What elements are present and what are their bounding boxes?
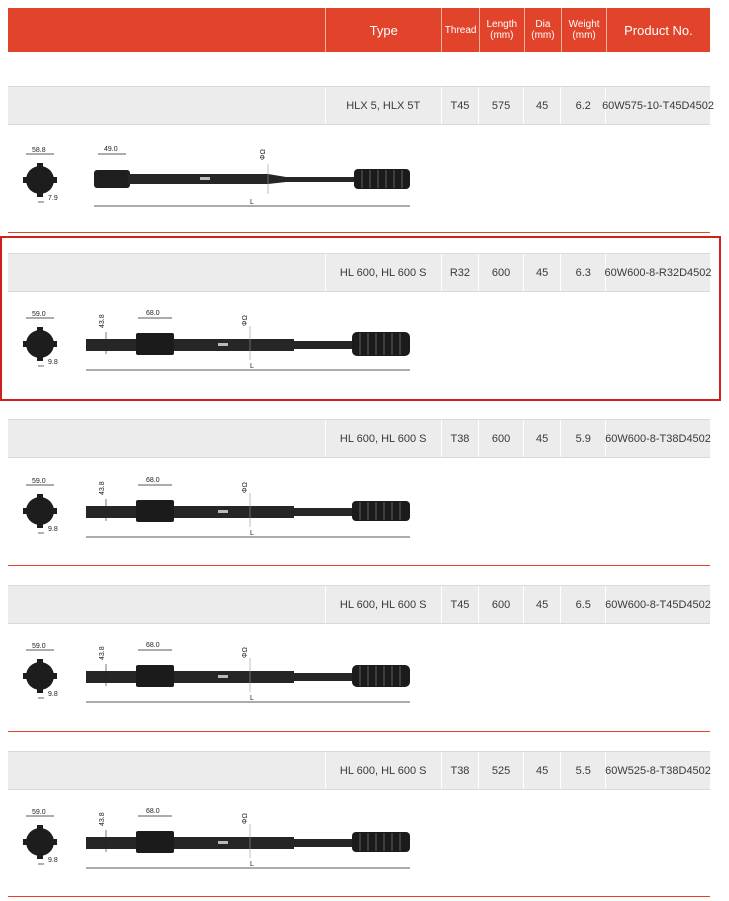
product-no-cell: 60W600-8-T45D4502	[605, 586, 710, 623]
weight-cell: 6.5	[560, 586, 605, 623]
product-row[interactable]	[8, 585, 710, 624]
spline-end-view	[23, 478, 58, 533]
dim-collar: 68.0	[146, 477, 160, 484]
type-cell: HL 600, HL 600 S	[325, 752, 441, 789]
weight-cell: 6.2	[560, 87, 605, 124]
product-row[interactable]	[8, 419, 710, 458]
dim-spline: 9.8	[48, 526, 58, 533]
weight-cell: 6.3	[560, 254, 605, 291]
product-row[interactable]	[8, 751, 710, 790]
shank-side-view	[86, 808, 410, 868]
product-no-cell: 60W525-8-T38D4502	[605, 752, 710, 789]
section-divider	[8, 232, 710, 233]
dim-spline: 9.8	[48, 857, 58, 864]
dia-cell: 45	[523, 420, 561, 457]
shank-side-view	[86, 310, 410, 370]
dim-collar: 49.0	[104, 146, 118, 153]
dim-height: 43.8	[99, 646, 106, 660]
shank-side-view	[94, 146, 410, 206]
dim-spline: 7.9	[48, 195, 58, 202]
dim-width: 59.0	[32, 478, 46, 485]
spec-table-header	[8, 8, 710, 52]
type-cell: HLX 5, HLX 5T	[325, 87, 441, 124]
thread-cell: R32	[441, 254, 479, 291]
shank-adapter-drawing	[18, 794, 418, 894]
dim-height: 43.8	[99, 314, 106, 328]
type-cell: HL 600, HL 600 S	[325, 254, 441, 291]
weight-cell: 5.9	[560, 420, 605, 457]
product-row[interactable]	[8, 253, 710, 292]
shank-adapter-drawing	[18, 463, 418, 563]
dim-spline: 9.8	[48, 359, 58, 366]
dim-length: L	[250, 363, 254, 370]
shank-side-view	[86, 477, 410, 537]
dia-cell: 45	[523, 752, 561, 789]
thread-cell: T38	[441, 752, 479, 789]
dim-phi: ΦΩ	[260, 149, 267, 160]
section-divider	[8, 565, 710, 566]
dia-cell: 45	[523, 586, 561, 623]
header-weight: Weight (mm)	[561, 8, 606, 52]
dim-phi: ΦΩ	[242, 315, 249, 326]
dim-collar: 68.0	[146, 808, 160, 815]
type-cell: HL 600, HL 600 S	[325, 586, 441, 623]
dim-phi: ΦΩ	[242, 813, 249, 824]
spline-end-view	[23, 643, 58, 698]
dim-length: L	[250, 861, 254, 868]
dia-cell: 45	[523, 254, 561, 291]
product-no-cell: 60W600-8-R32D4502	[605, 254, 710, 291]
dim-length: L	[250, 695, 254, 702]
dia-cell: 45	[523, 87, 561, 124]
dim-phi: ΦΩ	[242, 482, 249, 493]
thread-cell: T38	[441, 420, 479, 457]
dim-phi: ΦΩ	[242, 647, 249, 658]
header-product-no: Product No.	[606, 8, 710, 52]
dim-collar: 68.0	[146, 642, 160, 649]
dim-width: 58.8	[32, 147, 46, 154]
dim-collar: 68.0	[146, 310, 160, 317]
product-no-cell: 60W575-10-T45D4502	[605, 87, 710, 124]
weight-cell: 5.5	[560, 752, 605, 789]
spline-end-view	[23, 809, 58, 864]
section-divider	[8, 731, 710, 732]
section-divider	[8, 896, 710, 897]
shank-adapter-drawing	[18, 628, 418, 728]
dim-width: 59.0	[32, 643, 46, 650]
dim-spline: 9.8	[48, 691, 58, 698]
dim-length: L	[250, 530, 254, 537]
length-cell: 575	[478, 87, 523, 124]
length-cell: 600	[478, 420, 523, 457]
type-cell: HL 600, HL 600 S	[325, 420, 441, 457]
length-cell: 525	[478, 752, 523, 789]
product-row[interactable]	[8, 86, 714, 125]
dim-width: 59.0	[32, 809, 46, 816]
dim-height: 43.8	[99, 812, 106, 826]
length-cell: 600	[478, 586, 523, 623]
dim-length: L	[250, 199, 254, 206]
product-no-cell: 60W600-8-T38D4502	[605, 420, 710, 457]
header-dia: Dia (mm)	[524, 8, 562, 52]
thread-cell: T45	[441, 87, 479, 124]
shank-adapter-drawing	[18, 132, 418, 232]
shank-side-view	[86, 642, 410, 702]
length-cell: 600	[478, 254, 523, 291]
header-thread: Thread	[441, 8, 479, 52]
header-type: Type	[325, 8, 441, 52]
header-length: Length (mm)	[479, 8, 524, 52]
dim-width: 59.0	[32, 311, 46, 318]
spline-end-view	[23, 311, 58, 366]
dim-height: 43.8	[99, 481, 106, 495]
thread-cell: T45	[441, 586, 479, 623]
header-spacer	[8, 8, 325, 52]
shank-adapter-drawing	[18, 296, 418, 396]
spline-end-view	[23, 147, 58, 202]
